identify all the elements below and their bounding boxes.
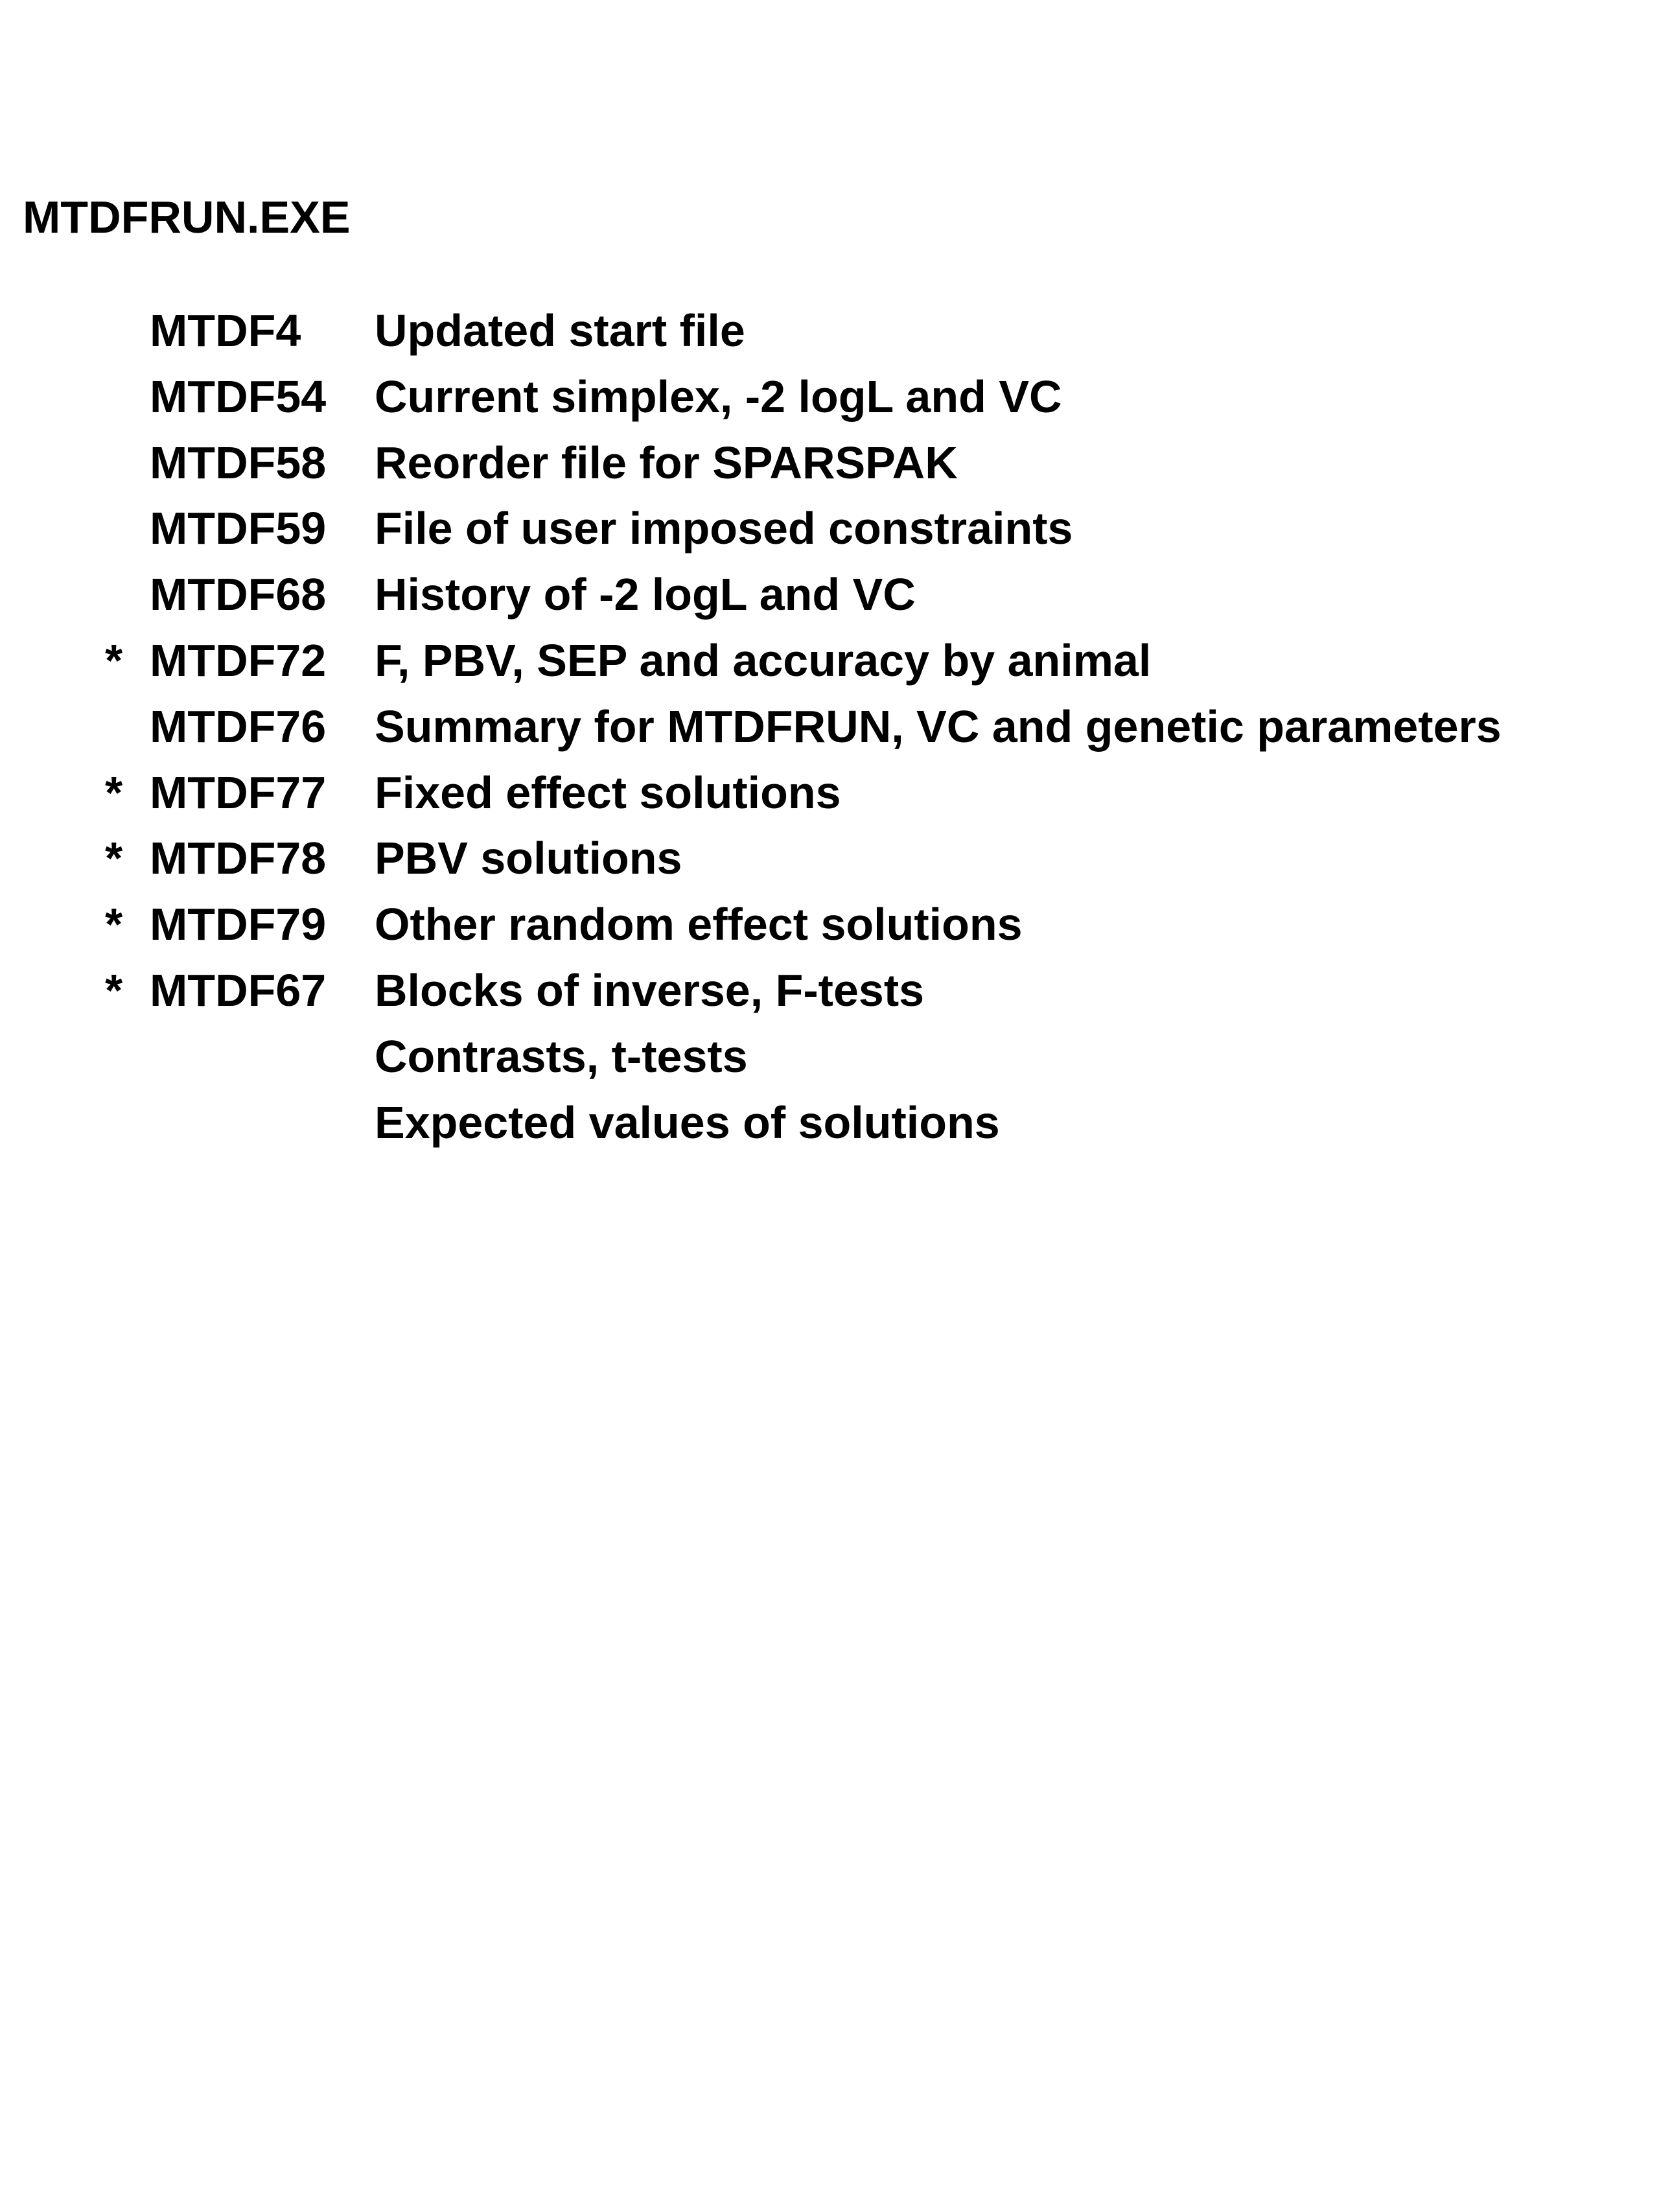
list-item	[0, 628, 1659, 694]
list-item	[0, 298, 1659, 364]
file-description: Other random effect solutions	[375, 899, 1023, 950]
asterisk-marker: *	[105, 833, 123, 884]
output-file-list	[0, 298, 1659, 1156]
file-name: MTDF72	[150, 634, 327, 686]
file-name: MTDF76	[150, 701, 327, 752]
file-name: MTDF77	[150, 767, 327, 818]
file-description: Blocks of inverse, F-tests	[375, 964, 925, 1016]
file-name: MTDF67	[150, 964, 327, 1016]
asterisk-marker: *	[105, 634, 123, 686]
list-item	[0, 1024, 1659, 1090]
list-item	[0, 562, 1659, 628]
list-item	[0, 760, 1659, 826]
file-name: MTDF68	[150, 569, 327, 620]
list-item	[0, 496, 1659, 562]
file-description: Contrasts, t-tests	[375, 1030, 748, 1082]
asterisk-marker: *	[105, 964, 123, 1016]
file-description: Fixed effect solutions	[375, 767, 841, 818]
file-description: File of user imposed constraints	[375, 503, 1073, 554]
list-item	[0, 892, 1659, 958]
list-item	[0, 364, 1659, 430]
file-description: Updated start file	[375, 305, 745, 356]
page-title: MTDFRUN.EXE	[23, 192, 351, 242]
file-name: MTDF4	[150, 305, 301, 356]
asterisk-marker: *	[105, 899, 123, 950]
list-item	[0, 958, 1659, 1024]
file-name: MTDF58	[150, 437, 327, 488]
file-name: MTDF59	[150, 503, 327, 554]
file-description: History of -2 logL and VC	[375, 569, 916, 620]
file-description: Reorder file for SPARSPAK	[375, 437, 958, 488]
file-description: F, PBV, SEP and accuracy by animal	[375, 634, 1152, 686]
file-name: MTDF79	[150, 899, 327, 950]
file-description: Summary for MTDFRUN, VC and genetic parameters	[375, 701, 1502, 752]
list-item	[0, 694, 1659, 760]
file-name: MTDF78	[150, 833, 327, 884]
file-description: Current simplex, -2 logL and VC	[375, 371, 1062, 422]
file-name: MTDF54	[150, 371, 327, 422]
file-description: Expected values of solutions	[375, 1097, 1000, 1148]
list-item	[0, 1090, 1659, 1156]
list-item	[0, 430, 1659, 496]
file-description: PBV solutions	[375, 833, 682, 884]
asterisk-marker: *	[105, 767, 123, 818]
list-item	[0, 826, 1659, 892]
